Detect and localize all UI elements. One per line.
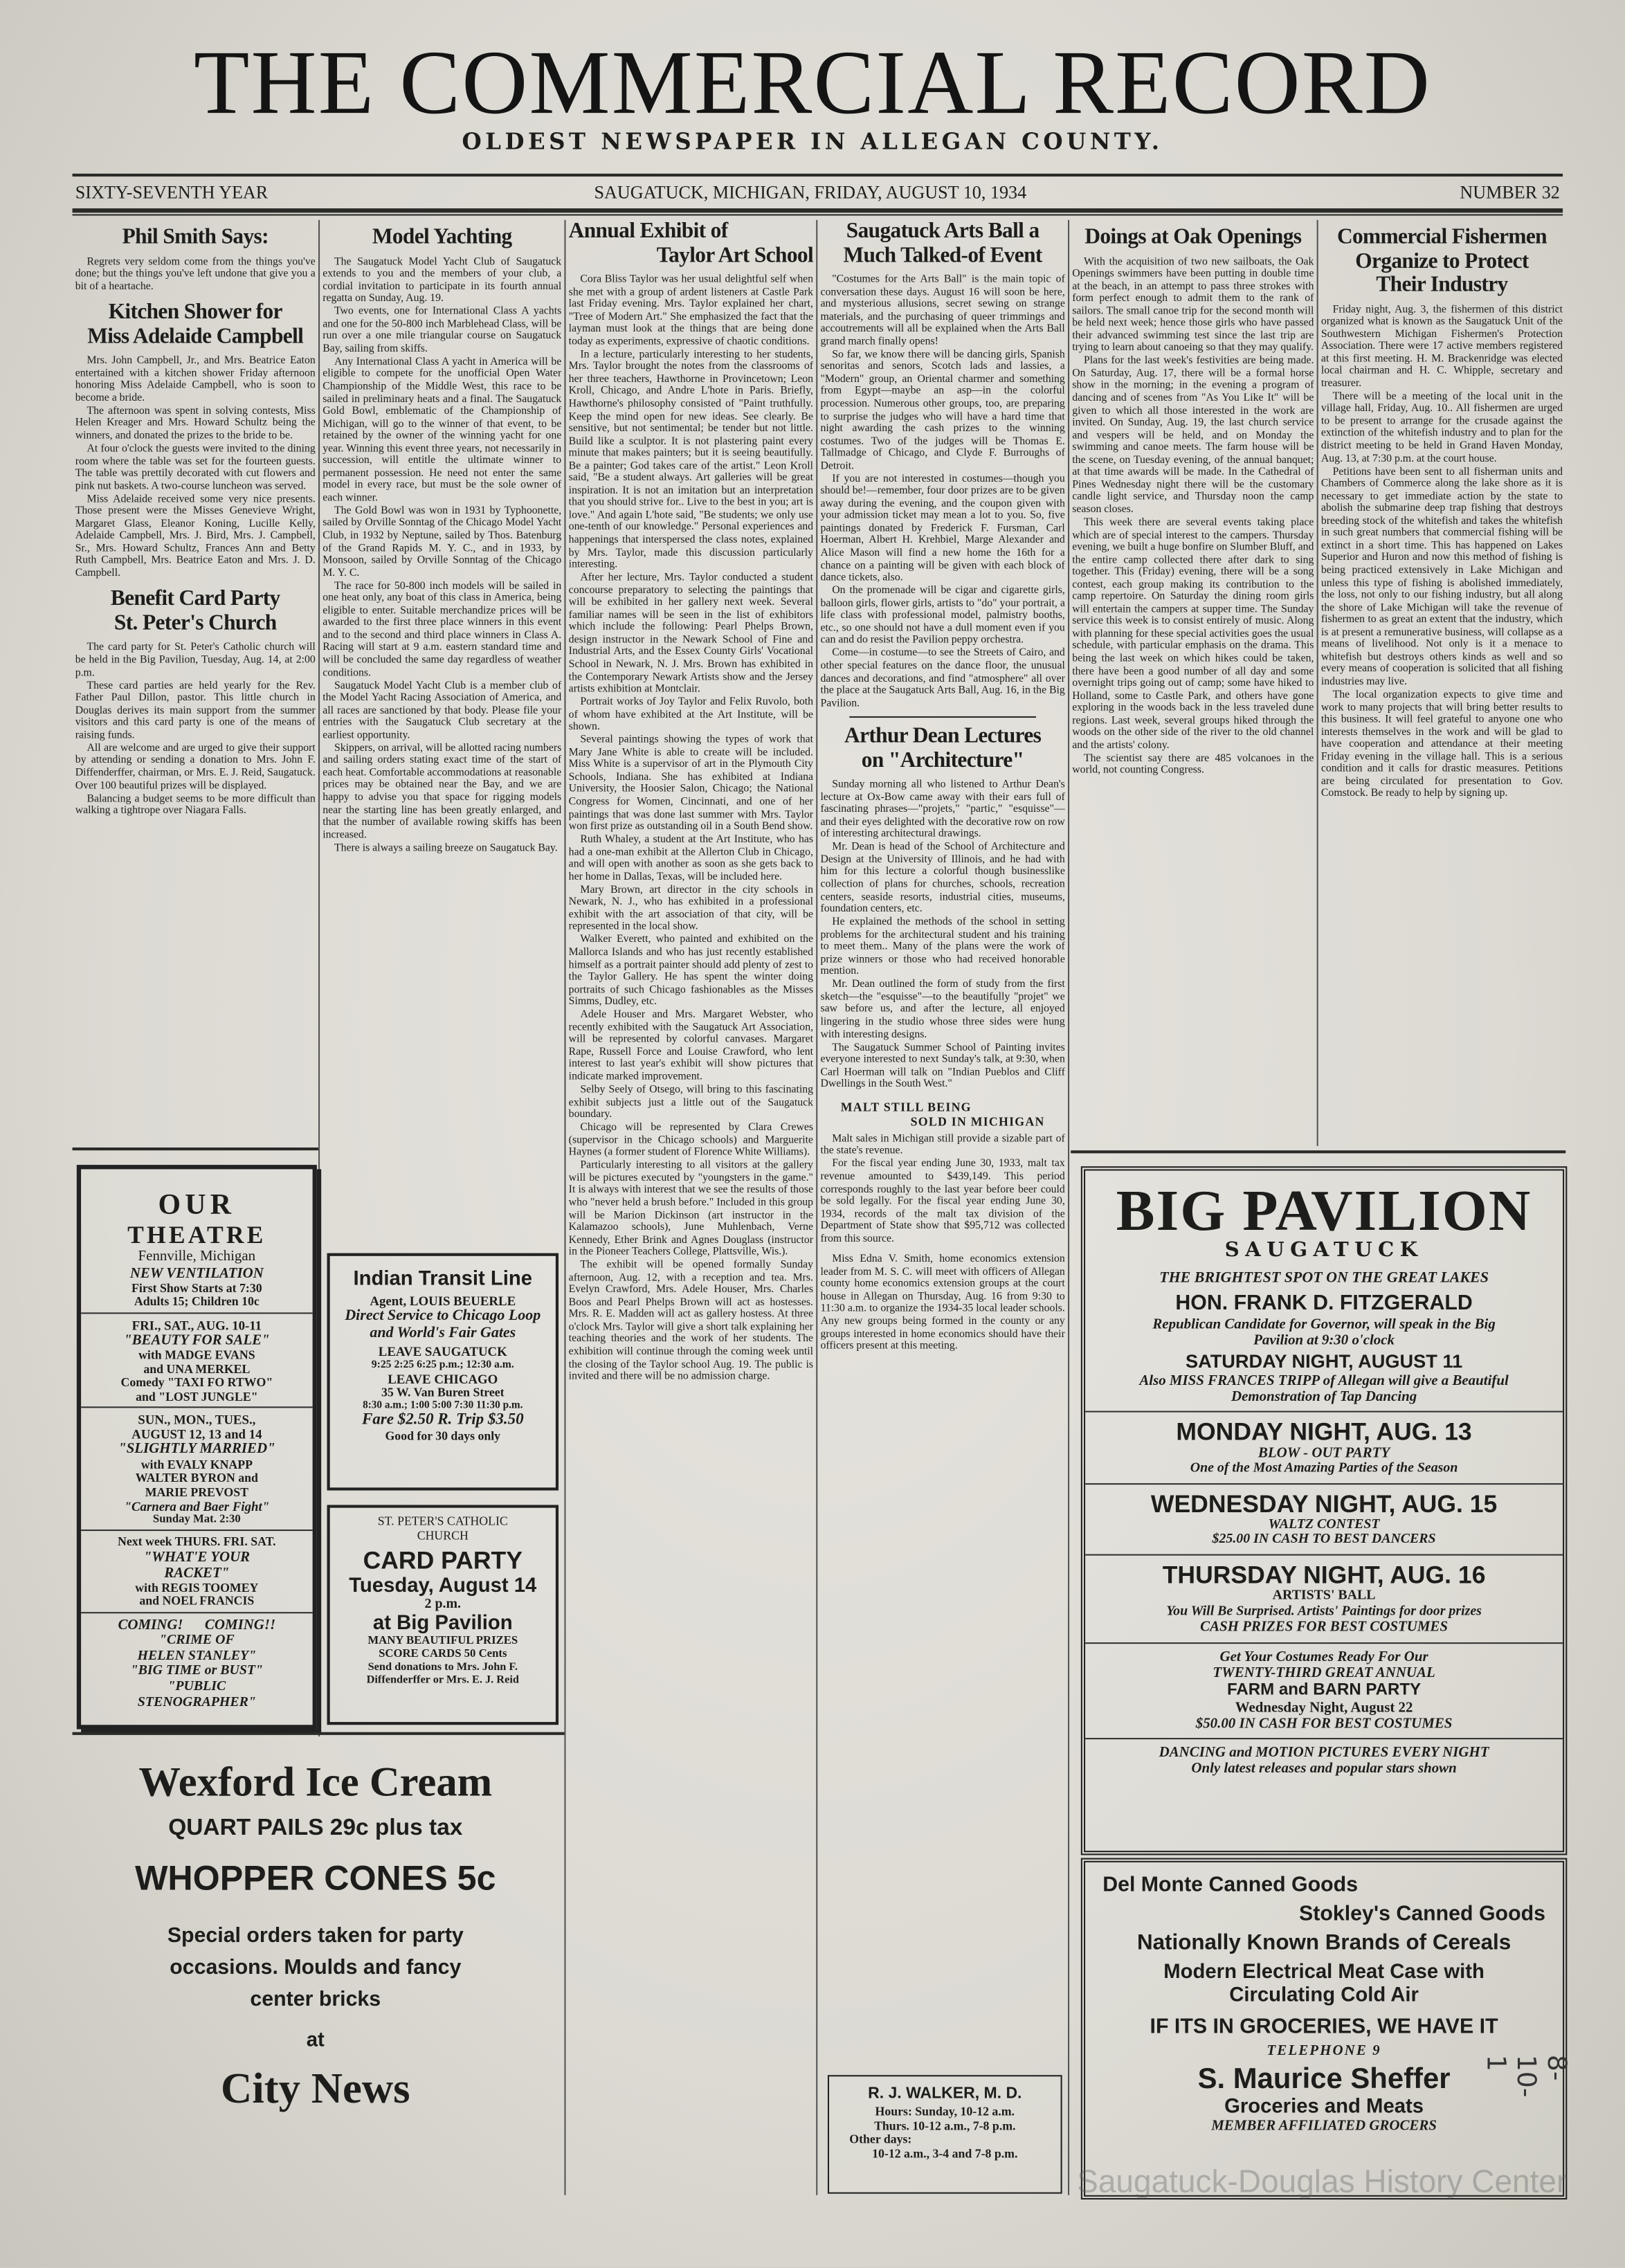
paragraph: The card party for St. Peter's Catholic church will be held in the Big Pavilion, Tuesday, Aug. 14, at 2:00 p.m. bbox=[75, 640, 316, 678]
paragraph: The Gold Bowl was won in 1931 by Typhoonette, sailed by Orville Sonntag of the Chicago Model Yacht Club, in 1932 by Neptune, sailed by Thos. Batenburg of the Grand Rapids M. Y. C., and in 1933, by Monsoon, sailed by Orville Sonntag of the Chicago M. Y. C. bbox=[323, 503, 562, 579]
handwritten-date-note: 8-10-1 bbox=[1480, 2054, 1572, 2098]
paragraph: For the fiscal year ending June 30, 1933, malt tax revenue amounted to $439,149. This period corresponds roughly to the last year before beer could be sold legally. For the fiscal year ending June 30, 1934, records of the malt tax division of the Department of State show that $95,712 was collected from this source. bbox=[820, 1156, 1065, 1244]
paragraph: On the promenade will be cigar and cigarette girls, balloon girls, flower girls, artists to "do" your portrait, a life class with professional model, palmistry booths, etc., so one should not have a dull moment even if you can and do resist the Pavilion peppy orchestra. bbox=[820, 583, 1065, 646]
article-commercial-fishermen bbox=[1321, 226, 1563, 800]
paragraph: There will be a meeting of the local unit in the village hall, Friday, Aug. 10.. All fishermen are urged to be present to arrange for the crusade against the extinction of the whitefish industry and to plan for the district meeting to be held in Grand Haven Monday, Aug. 13, at 7:30 p.m. at the court house. bbox=[1320, 389, 1563, 464]
article-body bbox=[1072, 255, 1314, 777]
paragraph: Adele Houser and Mrs. Margaret Webster, who recently exhibited with the Saugatuck Art Association, will be represented by colorful canvases. Margaret Rape, Russell Force and Louise Crawford, who lent interest to last year's exhibit will show pictures that indicate marked improvement. bbox=[568, 1007, 814, 1082]
paragraph: At four o'clock the guests were invited to the dining room where the table was set for the fourteen guests. The table was prettily decorated with cut flowers and pink nut baskets. A two-course luncheon was served. bbox=[75, 441, 316, 492]
paragraph: Chicago will be represented by Clara Crewes (supervisor in the Chicago schools) and Marguerite Haynes (a former student of Florence White Williams). bbox=[568, 1120, 814, 1159]
article-body bbox=[820, 1253, 1064, 1352]
masthead-subtitle: OLDEST NEWSPAPER IN ALLEGAN COUNTY. bbox=[462, 127, 1163, 155]
article-taylor-art-school bbox=[569, 220, 813, 1383]
paragraph: Miss Adelaide received some very nice presents. Those present were the Misses Genevieve Wright, Margaret Glass, Eleanor Koning, Lucille Kelly, Adelaide Campbell, Mrs. J. Bird, Mrs. J. Campbell, Sr., Mrs. Howard Schultz, Frances Ann and Betty Ruth Campbell, Mrs. Beatrice Eaton and Mrs. J. D. Campbell. bbox=[75, 491, 316, 579]
paragraph: The Saugatuck Model Yacht Club of Saugatuck extends to you and the members of your club, a cordial invitation to participate in its fourth annual regatta on Sunday, Aug. 19. bbox=[323, 253, 562, 305]
card-party-ad: ST. PETER'S CATHOLIC CHURCH CARD PARTY Tuesday, August 14 2 p.m. at Big Pavilion MANY BEAUTIFUL PRIZES SCORE CARDS 50 Cents Send donations to Mrs. John F. Diffenderffer or Mrs. E. J. Reid bbox=[327, 1505, 559, 1725]
paragraph: Skippers, on arrival, will be allotted racing numbers and sailing orders stating exact time of the start of each heat. Comfortable accommodations at reasonable prices may be obtained near the Bay, and we are happy to advise you that space for rigging models near the starting line has been greatly enlarged, and that the number of available rowing skiffs has been increased. bbox=[323, 741, 562, 841]
article-body bbox=[323, 255, 561, 854]
headline: MALT STILL BEING SOLD IN MICHIGAN bbox=[840, 1099, 1045, 1129]
paragraph: So far, we know there will be dancing girls, Spanish senoritas and senors, Scotch lads and lassies, a "Modern" group, an Oriental charmer and something from Egypt—maybe an asp—in the colorful procession. Numerous other groups, too, are preparing to surprise the judges who will have a hard time that night awarding the cash prizes to the winning costumes. Two of the judges will be Thomas E. Tallmadge of Chicago, and Clyde F. Burroughs of Detroit. bbox=[820, 347, 1065, 471]
article-phil-smith bbox=[75, 226, 316, 292]
article-body bbox=[820, 1133, 1064, 1245]
paragraph: Saugatuck Model Yacht Club is a member club of the Model Yacht Racing Association of America, and all races are sanctioned by that body. Please file your entries with the Saugatuck Club secretary at the earliest opportunity. bbox=[323, 678, 562, 741]
paragraph: These card parties are held yearly for the Rev. Father Paul Dillon, pastor. This little church in Douglas derives its main support from the summer visitors and this card party is one of the means of raising funds. bbox=[75, 678, 316, 741]
dateline: SAUGATUCK, MICHIGAN, FRIDAY, AUGUST 10, 1934 bbox=[594, 182, 1027, 203]
article-body bbox=[75, 355, 316, 580]
headline: Saugatuck Arts Ball a Much Talked-of Event bbox=[843, 219, 1042, 267]
paragraph: The local organization expects to give time and work to many projects that will bring better results to this business. It will feel grateful to anyone one who interests themselves in the work and will be glad to have cooperation and attendance at their meeting Friday evening in the village hall. This is a serious condition and it calls for drastic measures. Petitions are being circulated for presentation to Gov. Comstock. Be ready to help by signing up. bbox=[1320, 687, 1563, 799]
paragraph: Mr. Dean outlined the form of study from the first sketch—the "esquisse"—to the beautifully "projet" we saw before us, and after the lecture, all enjoyed lingering in the studio whose three sides were hung with interesting designs. bbox=[820, 977, 1065, 1040]
paragraph: Cora Bliss Taylor was her usual delightful self when she met with a group of ardent listeners at Castle Park last Friday evening. Mrs. Taylor explained her chart, "Tree of Modern Art." She emphasized the fact that the layman must look at the things that are being done today as experiments, expressive of chaotic conditions. bbox=[568, 272, 814, 347]
article-body bbox=[75, 642, 316, 817]
big-pavilion-ad: BIG PAVILION SAUGATUCK THE BRIGHTEST SPOT ON THE GREAT LAKES HON. FRANK D. FITZGERALD Republican Candidate for Governor, will speak in the Big Pavilion at 9:30 o'clock SATURDAY NIGHT, AUGUST 11 Also MISS FRANCES TRIPP of Allegan will give a Beautiful Demonstration of Tap Dancing MONDAY NIGHT, AUG. 13 BLOW - OUT PARTY One of the Most Amazing Parties of the Season WEDNESDAY NIGHT, AUG. 15 WALTZ CONTEST $25.00 IN CASH TO BEST DANCERS THURSDAY NIGHT, AUG. 16 ARTISTS' BALL You Will Be Surprised. Artists' Paintings for door prizes CASH PRIZES FOR BEST COSTUMES Get Your Costumes Ready For Our TWENTY-THIRD GREAT ANNUAL FARM and BARN PARTY Wednesday Night, August 22 $50.00 IN CASH FOR BEST COSTUMES DANCING and MOTION PICTURES EVERY NIGHT Only latest releases and popular stars shown bbox=[1081, 1166, 1568, 1855]
paragraph: This week there are several events taking place which are of special interest to the campers. Thursday evening, we built a huge bonfire on Slumber Bluff, and the entire camp collected there after dark to sing together. This (Friday) evening, there will be a song contest, each group making its contribution to the camp repertoire. On Saturday the dining room girls will entertain the campers at supper time. The Sunday service this week is to consist entirely of music. Along with planning for these special activities goes the usual schedule, with particular emphasis on the drama. This being the last week on which hikes could be taken, there have been a good number of all day and some overnight trips going out of camp; some have hiked to Holland, some to Castle Park, and others have gone exploring in the woods back in the less traveled dune regions. Last week, several groups hiked through the woods on the other side of the river to the old channel and the artists' colony. bbox=[1072, 515, 1314, 751]
paragraph: Malt sales in Michigan still provide a sizable part of the state's revenue. bbox=[820, 1131, 1065, 1157]
our-theatre-ad: OUR THEATRE Fennville, Michigan NEW VENTILATION First Show Starts at 7:30 Adults 15; Children 10c FRI., SAT., AUG. 10-11 "BEAUTY FOR SALE" with MADGE EVANS and UNA MERKEL Comedy "TAXI FO RTWO" and "LOST JUNGLE" SUN., MON., TUES., AUGUST 12, 13 and 14 "SLIGHTLY MARRIED" with EVALY KNAPP WALTER BYRON and MARIE PREVOST "Carnera and Baer Fight" Sunday Mat. 2:30 Next week THURS. FRI. SAT. "WHAT'E YOUR RACKET" with REGIS TOOMEY and NOEL FRANCIS COMING! COMING!! "CRIME OF HELEN STANLEY" "BIG TIME or BUST" "PUBLIC STENOGRAPHER" bbox=[77, 1165, 317, 1729]
article-arthur-dean bbox=[820, 725, 1064, 1091]
dr-walker-ad: R. J. WALKER, M. D. Hours: Sunday, 10-12 a.m. Thurs. 10-12 a.m., 7-8 p.m. Other days: 10-12 a.m., 3-4 and 7-8 p.m. bbox=[828, 2075, 1062, 2193]
masthead-title: THE COMMERCIAL RECORD bbox=[193, 37, 1431, 127]
wexford-ice-cream-ad: Wexford Ice Cream QUART PAILS 29c plus tax WHOPPER CONES 5c Special orders taken for party occasions. Moulds and fancy center bricks at City News bbox=[135, 1759, 496, 2113]
paragraph: He explained the methods of the school in setting problems for the architectural student and his training to meet them.. Many of the plans were the work of prize winners or those who had received honorable mention. bbox=[820, 914, 1065, 978]
paragraph: Walker Everett, who painted and exhibited on the Mallorca Islands and who has just recently established himself as a portrait painter should add plenty of zest to the Taylor Gallery. He has spent the winter doing portraits of such Chicago fashionables as the Misses Simms, Dudley, etc. bbox=[568, 932, 814, 1008]
paragraph: After her lecture, Mrs. Taylor conducted a student concourse preparatory to selecting the paintings that will be exhibited in her gallery next week. Several familiar names will be seen in the list of exhibitors which include the following: Pearl Phelps Brown, design instructor in the Newark School of Fine and Industrial Arts, and the Essex County Girls' Vocational School in Newark, N. J. Mrs. Brown has exhibited in the Contemporary Newark Artists show and the Jersey artists exhibition at Montclair. bbox=[568, 570, 814, 695]
paragraph: "Costumes for the Arts Ball" is the main topic of conversation these days. August 16 will soon be here, and mysterious allusions, secret sewing on strange materials, and the purchasing of queer trimmings and accoutrements will all be explained when the Arts Ball grand march finally opens! bbox=[820, 272, 1065, 347]
article-body bbox=[820, 273, 1064, 709]
paragraph: Plans for the last week's festivities are being made. On Saturday, Aug. 17, there will be a formal horse show in the morning; in the evening a program of dancing and of scenes from "As You Like It" will be given to which all those interested in the work are invited. On Sunday, Aug. 19, the last church service and vespers will be held, and on Monday the swimming and canoe meets. The farm house will be the scene, on Tuesday evening, of the annual banquet; at that time awards will be made. In the Cathedral of Pines Wednesday night there will be the customary candle light service, and Thursday noon the camp season closes. bbox=[1072, 353, 1314, 516]
paragraph: The scientist say there are 485 volcanoes in the world, not counting Congress. bbox=[1072, 750, 1314, 777]
headline: Doings at Oak Openings bbox=[1084, 226, 1302, 249]
column-1 bbox=[75, 223, 316, 1143]
article-model-yachting bbox=[323, 226, 561, 854]
paragraph: The exhibit will be opened formally Sunday afternoon, Aug. 12, with a reception and tea. Mrs. Evelyn Crawford, Mrs. Adele Houser, Mrs. Charles Boos and Pearl Phelps Brown will act as hostesses. Mrs. R. E. Madden will act as gallery hostess. At three o'clock Mrs. Taylor will give a short talk explaining her teaching theories and the work of her students. The exhibition will continue through the coming week until the closing of the Taylor school Aug. 19. The public is invited and there will be no admission charge. bbox=[568, 1258, 814, 1382]
paragraph: If you are not interested in costumes—though you should be!—remember, four door prizes are to be given away during the evening, and the coupon given with your admission ticket may mean a lot to you. So, five paintings donated by Frederick F. Fursman, Carl Hoerman, Albert H. Krehbiel, Marge Alexander and Alice Mason will find a new home the 16th for a chance on a painting will be given with each block of dance tickets, also. bbox=[820, 471, 1065, 583]
paragraph: Mr. Dean is head of the School of Architecture and Design at the University of Illinois, and he had with him for this lecture a colorful though businesslike collection of plans for churches, schools, recreation centers, seaside resorts, industrial cities, museums, foundation centers, etc. bbox=[820, 840, 1065, 915]
headline: Annual Exhibit of Taylor Art School bbox=[568, 219, 814, 267]
paragraph: The race for 50-800 inch models will be sailed in one heat only, any boat of this class in America, being eligible to enter. Suitable merchandize prices will be awarded to the first three place winners in this event and to the second and third place winners in Class A. Racing will start at 9 a.m. eastern standard time and will be concluded the same day regardless of weather conditions. bbox=[323, 578, 562, 678]
paragraph: Any International Class A yacht in America will be eligible to compete for the unofficial Open Water Championship of the Middle West, this race to be sailed in preliminary heats and a final. The Saugatuck Gold Bowl, emblematic of the Championship of Michigan, will go to the winner of that event, to be retained by the owner of the winning yacht for one year. Winning this event three years, not necessarily in succession, will entitle the ultimate winner to permanent possession. He need not enter the same model in every race, but must be the sole owner of each winner. bbox=[323, 354, 562, 504]
paragraph: Come—in costume—to see the Streets of Cairo, and other special features on the dance floor, the unusual dances and decorations, and find "atmosphere" all over the place at the Saugatuck Arts Ball, Aug. 16, in the Big Pavilion. bbox=[820, 646, 1065, 709]
article-body bbox=[569, 273, 813, 1383]
paragraph: The afternoon was spent in solving contests, Miss Helen Kreager and Mrs. Howard Schultz being the winners, and donated the prizes to the bride to be. bbox=[75, 403, 316, 442]
article-oak-openings bbox=[1072, 226, 1314, 777]
headline: Phil Smith Says: bbox=[122, 226, 269, 249]
volume-year: SIXTY-SEVENTH YEAR bbox=[75, 182, 269, 203]
paragraph: The Saugatuck Summer School of Painting invites everyone interested to next Sunday's talk, at 9:30, when Carl Hoerman will talk on "Indian Pueblos and Cliff Dwellings in the South West." bbox=[820, 1040, 1065, 1090]
paragraph: Petitions have been sent to all fisherman units and Chambers of Commerce along the lake shore as it is necessary to get immediate action by the state to abolish the submarine deep trap fishing that destroys breeding stock of the whitefish and takes the whitefish in such great numbers that commercial fishing will be extinct in a short time. This has happened on Lakes Superior and Huron and now this method of fishing is being practiced extensively in Lake Michigan and unless this type of fishing is abolished immediately, the loss, not only to our fishing industry, but all along the shore of Lake Michigan will take the revenue of fishermen to as great an extent that the industry, which is at present a remunerative business, will collapse as a means of livelihood. Not only is it a menace to whitefish but destroys others kinds as well and so every means of cooperation is solicited that all fishing industries may live. bbox=[1320, 464, 1563, 687]
paragraph: Selby Seely of Otsego, will bring to this fascinating exhibit subjects just a little out of the Saugatuck boundary. bbox=[568, 1082, 814, 1121]
column-6 bbox=[1321, 223, 1563, 1143]
headline: Model Yachting bbox=[372, 226, 512, 249]
paragraph: Regrets very seldom come from the things you've done; but the things you've left undone that give you a bit of a heartache. bbox=[75, 253, 316, 292]
paragraph: Two events, one for International Class A yachts and one for the 50-800 inch Marblehead Class, will be run over a one mile triangular course on Saugatuck Bay, sailing from skiffs. bbox=[323, 304, 562, 354]
headline: Benefit Card Party St. Peter's Church bbox=[110, 588, 280, 635]
paragraph: Ruth Whaley, a student at the Art Institute, who has had a one-man exhibit at the Allerton Club in Chicago, and will open with another as soon as she gets back to her home in Dallas, Texas, will be included here. bbox=[568, 832, 814, 882]
paragraph: Portrait works of Joy Taylor and Felix Ruvolo, both of whom have exhibited at the Art Institute, will be shown. bbox=[568, 694, 814, 733]
paragraph: In a lecture, particularly interesting to her students, Mrs. Taylor brought the notes from the classrooms of her three teachers, Hawthorne in Provincetown; Leon Kroll, Chicago, and Andre L'hote in Paris. Briefly, Hawthorne's philosophy consisted of "Paint truthfully. Keep the mind open for new ideas. See clearly. Be sensitive, but not sentimental; be tender but not little. Build like a sculptor. It is not plastering paint every minute that makes painters; but it is seeing beautifully. Be a painter; God takes care of the artist." Leon Kroll said, "Be a student always. Art galleries will be great inspiration. It is not an imitation but an interpretation that you should strive for.. Live to the best in you; art is love." And again L'hote said, "Be students; we only use one-tenth of our knowledge." Personal experiences and happenings that interspersed the class notes, explained by Mrs. Taylor, made this discussion particularly interesting. bbox=[568, 347, 814, 570]
paragraph: Particularly interesting to all visitors at the gallery will be pictures executed by "youngsters in the game." It is always with interest that we see the results of those who "never held a brush before." Included in this group will be Marion Dickinson (art instructor in the Kalamazoo schools), June Muhlenbach, Verne Kennedy, Ether Brink and Agnes Douglass (instructor in the Pioneer Teachers College, Plattsville, Wis.). bbox=[568, 1158, 814, 1258]
article-edna-smith bbox=[820, 1253, 1064, 1352]
indian-transit-line-ad: Indian Transit Line Agent, LOUIS BEUERLE Direct Service to Chicago Loop and World's Fair Gates LEAVE SAUGATUCK 9:25 2:25 6:25 p.m.; 12:30 a.m. LEAVE CHICAGO 35 W. Van Buren Street 8:30 a.m.; 1:00 5:00 7:30 11:30 p.m. Fare $2.50 R. Trip $3.50 Good for 30 days only bbox=[327, 1253, 559, 1491]
column-3 bbox=[569, 217, 813, 2197]
column-4 bbox=[820, 217, 1064, 2069]
article-malt-sales bbox=[820, 1100, 1064, 1245]
paragraph: Several paintings showing the types of work that Mary Jane White is able to create will be included. Miss White is a supervisor of art in the Plymouth City Schools, Indiana. She has exhibited at Indiana University, the Hoosier Salon, Chicago; the National Congress for Women, Cincinnati, and one of her paintings that was done last summer with Mrs. Taylor won first prize as outstanding oil in a South Bend show. bbox=[568, 732, 814, 833]
column-2 bbox=[323, 223, 561, 1243]
headline: Arthur Dean Lectures on "Architecture" bbox=[844, 725, 1042, 772]
article-benefit-card-party bbox=[75, 588, 316, 817]
paragraph: With the acquisition of two new sailboats, the Oak Openings swimmers have been putting in double time at the beach, in an attempt to pass three strokes with form perfect enough to admit them to the rank of sailors. The small canoe trip for the second month will be held next week; hence those girls who have passed their advanced swimming test since the last trip are trying to learn about canoeing so that they may qualify. bbox=[1072, 253, 1314, 354]
article-body bbox=[820, 779, 1064, 1091]
sheffer-groceries-ad: Del Monte Canned Goods Stokley's Canned Goods Nationally Known Brands of Cereals Modern Electrical Meat Case with Circulating Cold Air IF ITS IN GROCERIES, WE HAVE IT TELEPHONE 9 S. Maurice Sheffer Groceries and Meats MEMBER AFFILIATED GROCERS bbox=[1081, 1858, 1568, 2199]
paragraph: Friday night, Aug. 3, the fishermen of this district organized what is known as the Saugatuck Unit of the Southwestern Michigan Fishermen's Protection Association. There were 17 active members registered at this first meeting. H. M. Brackenridge was elected local chairman and H. C. Whipple, secretary and treasurer. bbox=[1320, 301, 1563, 389]
paragraph: Mary Brown, art director in the city schools in Newark, N. J., who has exhibited in a professional exhibit with the art association of that city, will be represented in the local show. bbox=[568, 882, 814, 933]
headline: Kitchen Shower for Miss Adelaide Campbell bbox=[87, 301, 304, 349]
paragraph: All are welcome and are urged to give their support by attending or sending a donation to Mrs. John F. Diffenderffer, chairman, or Mrs. E. J. Reid, Saugatuck. Over 100 beautiful prizes will be displayed. bbox=[75, 741, 316, 791]
paragraph: Balancing a budget seems to be more difficult than walking a tightrope over Niagara Falls. bbox=[75, 790, 316, 817]
article-kitchen-shower bbox=[75, 301, 316, 579]
paragraph: Sunday morning all who listened to Arthur Dean's lecture at Ox-Bow came away with their ears full of fascinating phrases—"projets," "partic," "esquisse"—and their eyes delighted with the decorative row on row of interesting architectural drawings. bbox=[820, 777, 1065, 840]
headline: Commercial Fishermen Organize to Protect Their Industry bbox=[1336, 226, 1547, 297]
article-body bbox=[1321, 303, 1563, 800]
paragraph: Mrs. John Campbell, Jr., and Mrs. Beatrice Eaton entertained with a kitchen shower Friday afternoon honoring Miss Adelaide Campbell, who is soon to become a bride. bbox=[75, 353, 316, 403]
column-5 bbox=[1072, 223, 1314, 1143]
issue-number: NUMBER 32 bbox=[1460, 182, 1560, 203]
archive-watermark: Saugatuck-Douglas History Center bbox=[1077, 2163, 1568, 2200]
paragraph: Miss Edna V. Smith, home economics extension leader from M. S. C. will meet with officers of Allegan county home economics extension groups at the court house in Allegan on Thursday, Aug. 16 from 9:30 to 11:30 a.m. to organize the 1934-35 local leader schools. Any new groups being formed in the county or any groups interested in home economics should have their officers present at this meeting. bbox=[820, 1252, 1065, 1352]
article-body bbox=[75, 255, 316, 293]
article-arts-ball bbox=[820, 220, 1064, 709]
paragraph: There is always a sailing breeze on Saugatuck Bay. bbox=[334, 840, 558, 853]
